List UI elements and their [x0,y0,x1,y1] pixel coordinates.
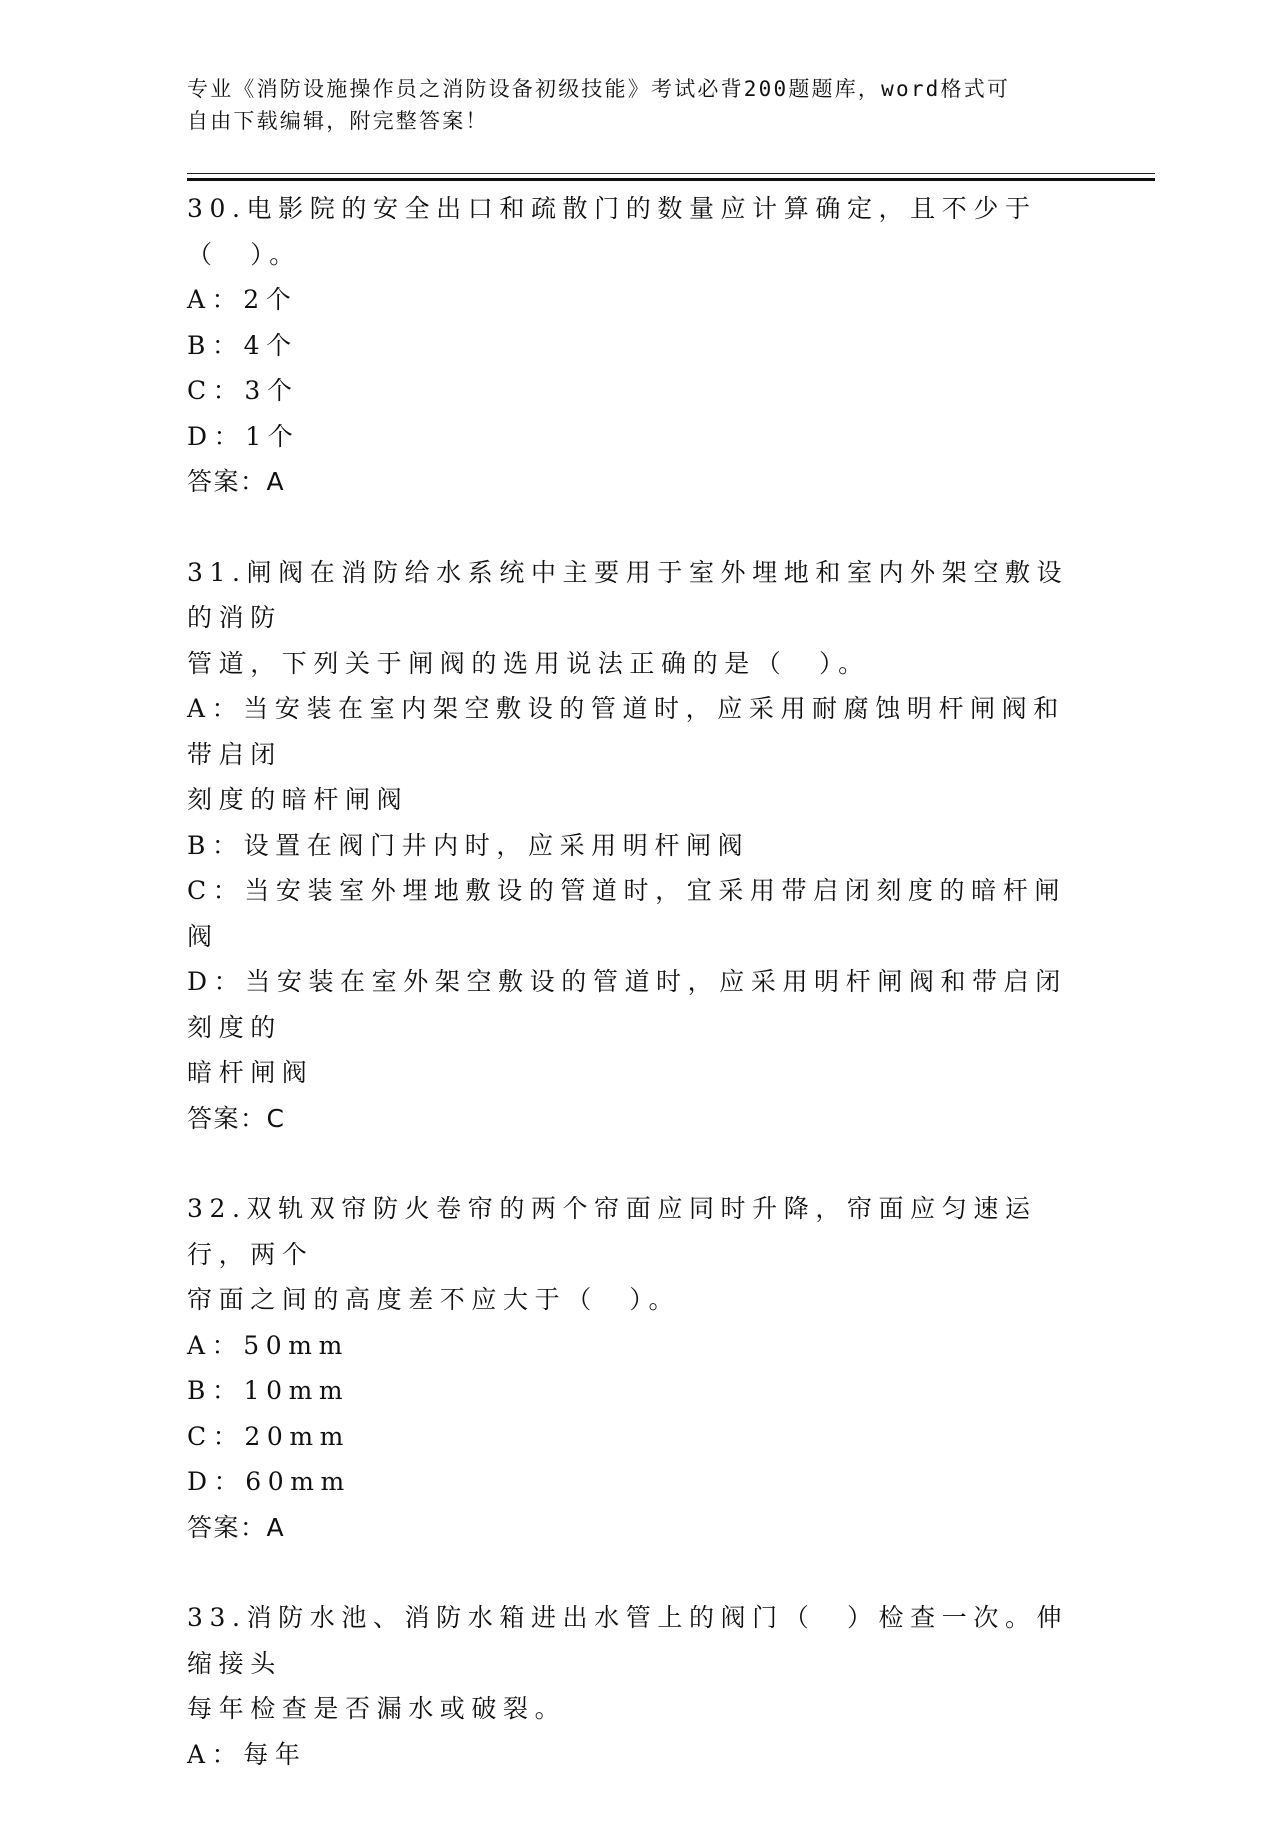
header-divider-thin [187,173,1155,174]
header-divider-thick [187,178,1155,181]
question-stem-line: 33.消防水池、消防水箱进出水管上的阀门（ ）检查一次。伸缩接头 [187,1603,1069,1678]
option-line: 刻度的暗杆闸阀 [187,785,409,814]
option-a [187,686,1087,823]
option-d: D：1个 [187,421,300,451]
question-stem-line: 帘面之间的高度差不应大于（ ）。 [187,1285,681,1314]
question-30 [187,186,1087,505]
option-d [187,959,1087,1096]
option-b [187,823,1087,869]
question-list [187,186,1087,1822]
question-stem-line: 30.电影院的安全出口和疏散门的数量应计算确定，且不少于（ ）。 [187,194,1037,269]
question-stem-line: 32.双轨双帘防火卷帘的两个帘面应同时升降，帘面应匀速运行，两个 [187,1194,1037,1269]
question-stem [187,1595,1087,1732]
question-stem-line: 每年检查是否漏水或破裂。 [187,1694,567,1723]
option-line: B：设置在阀门井内时，应采用明杆闸阀 [187,830,750,860]
option-c: C：20mm [187,1421,350,1451]
option-d: D：60mm [187,1467,351,1496]
option-line: D：当安装在室外架空敷设的管道时，应采用明杆闸阀和带启闭刻度的 [187,967,1067,1042]
answer: 答案：A [187,1512,286,1542]
question-stem [187,550,1087,687]
option-line: C：当安装室外埋地敷设的管道时，宜采用带启闭刻度的暗杆闸阀 [187,876,1066,951]
option-a: A：每年 [187,1739,307,1769]
option-c [187,868,1087,959]
option-line: 暗杆闸阀 [187,1058,314,1087]
option-b: B：10mm [187,1376,350,1405]
answer: 答案：C [187,1103,286,1133]
question-stem-line: 管道，下列关于闸阀的选用说法正确的是（ ）。 [187,648,870,678]
header-line-2: 自由下载编辑，附完整答案！ [187,109,489,133]
question-stem [187,186,1087,277]
question-31 [187,550,1087,1142]
document-header [187,73,1067,137]
option-c: C：3个 [187,376,299,405]
answer: 答案：A [187,467,286,496]
question-32 [187,1186,1087,1550]
option-line: A：当安装在室内架空敷设的管道时，应采用耐腐蚀明杆闸阀和带启闭 [187,694,1065,769]
question-33 [187,1595,1087,1777]
question-stem-line: 31.闸阀在消防给水系统中主要用于室外埋地和室内外架空敷设的消防 [187,557,1069,632]
header-line-1: 专业《消防设施操作员之消防设备初级技能》考试必背200题题库，word格式可 [187,77,1011,101]
option-b: B：4个 [187,330,298,360]
option-a: A：2个 [187,285,298,314]
question-stem [187,1186,1087,1323]
option-a: A：50mm [187,1330,349,1360]
